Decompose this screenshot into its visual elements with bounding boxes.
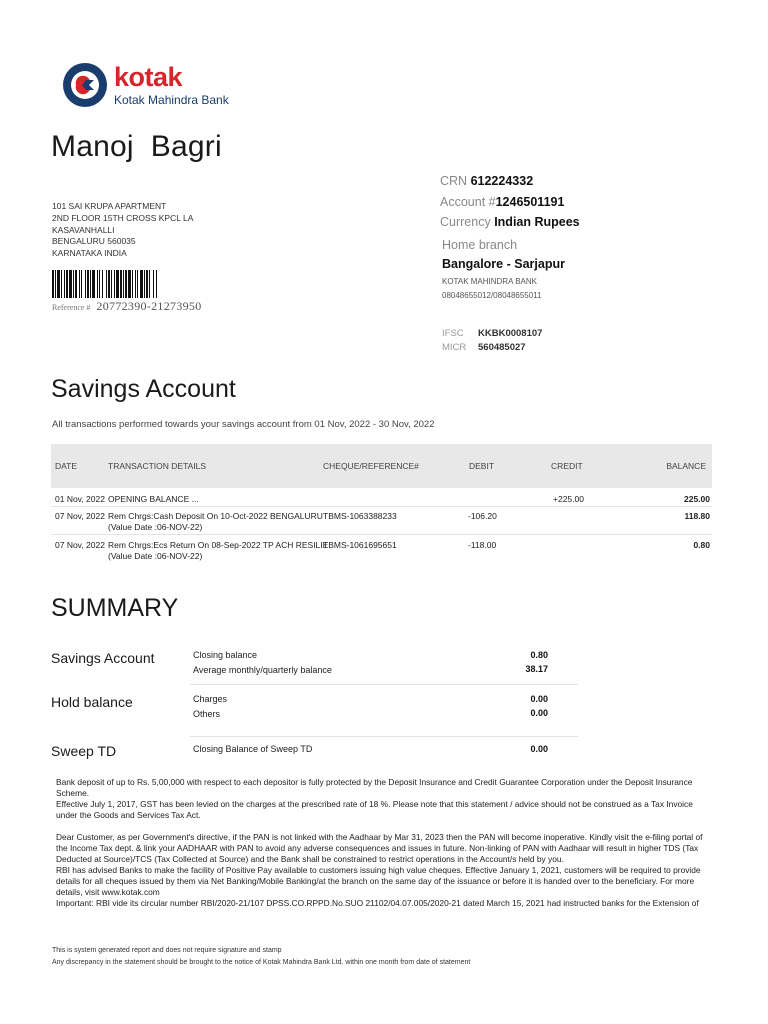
txn-debit: -118.00 bbox=[468, 540, 497, 550]
address-line: BENGALURU 560035 bbox=[52, 236, 136, 247]
disclaimer bbox=[56, 777, 716, 909]
summary-sub-label: Charges bbox=[193, 694, 228, 704]
disclaimer-paragraph: Dear Customer, as per Government's directive, if the PAN is not linked with the Aadhaar by Mar 31, 2023 then the PAN will become inoperative. Kindly visit the e-filing portal of the Income Tax dept. & link your AADHAAR with PAN to avoid any adverse consequences and issues in future. Non-linking of PAN with Aadhaar will result in higher TDS (Tax Deducted at Source)/TCS (Tax Collected at Source) and the Bank shall be constrained to restrict operations in the Account/s held by you. bbox=[56, 832, 703, 864]
column-header: CREDIT bbox=[551, 461, 583, 471]
reference-label: Reference # bbox=[52, 303, 91, 312]
column-header: BALANCE bbox=[666, 461, 706, 471]
summary-sub-label: Others bbox=[193, 709, 221, 719]
summary-label: Hold balance bbox=[51, 694, 133, 710]
txn-date: 07 Nov, 2022 bbox=[55, 511, 105, 521]
txn-balance: 118.80 bbox=[684, 511, 710, 521]
currency-value: Indian Rupees bbox=[494, 215, 580, 229]
home-branch bbox=[442, 238, 565, 300]
summary-title: SUMMARY bbox=[51, 594, 179, 622]
address-line: KASAVANHALLI bbox=[52, 224, 115, 235]
micr-value: 560485027 bbox=[478, 342, 526, 353]
column-header: DATE bbox=[55, 461, 78, 471]
disclaimer-paragraph: Important: RBI vide its circular number RBI/2020-21/107 DPSS.CO.RPPD.No.SUO 21102/04.07.005/2020-21 dated March 15, 2021 had instructed banks for the Extension of bbox=[56, 898, 699, 908]
txn-detail: Rem Chrgs:Ecs Return On 08-Sep-2022 TP ACH RESILIE bbox=[108, 540, 329, 550]
summary-sub-label: Closing Balance of Sweep TD bbox=[193, 744, 313, 754]
column-header: DEBIT bbox=[469, 461, 495, 471]
table-row bbox=[51, 490, 712, 507]
statement-title: Savings Account bbox=[51, 375, 236, 403]
summary-value: 0.00 bbox=[530, 708, 548, 718]
account-label: Account # bbox=[440, 194, 496, 209]
crn-label: CRN bbox=[440, 174, 468, 188]
disclaimer-paragraph: Bank deposit of up to Rs. 5,00,000 with respect to each depositor is fully protected by the Deposit Insurance and Credit Guarantee Corporation under the Deposit Insurance Scheme. bbox=[56, 777, 693, 798]
summary-sub-label: Average monthly/quarterly balance bbox=[193, 665, 332, 675]
txn-debit: -106.20 bbox=[468, 511, 497, 521]
footer-line: This is system generated report and does not require signature and stamp bbox=[52, 947, 282, 954]
bank-codes bbox=[442, 327, 542, 355]
currency-label: Currency bbox=[440, 215, 491, 229]
branch-bank: KOTAK MAHINDRA BANK bbox=[442, 277, 537, 286]
bank-logo bbox=[62, 62, 262, 110]
summary-value: 38.17 bbox=[525, 664, 548, 674]
crn-value: 612224332 bbox=[470, 174, 534, 188]
table-row bbox=[51, 535, 712, 563]
txn-balance: 225.00 bbox=[684, 494, 710, 504]
summary-value: 0.00 bbox=[530, 694, 548, 704]
footer bbox=[52, 945, 470, 969]
summary-hold bbox=[51, 692, 578, 732]
txn-detail: OPENING BALANCE ... bbox=[108, 494, 199, 504]
txn-value-date: (Value Date :06-NOV-22) bbox=[108, 551, 203, 561]
customer-name: Manoj Bagri bbox=[51, 130, 222, 163]
transactions-table bbox=[51, 444, 712, 563]
summary-label: Sweep TD bbox=[51, 743, 117, 759]
txn-balance: 0.80 bbox=[693, 540, 710, 550]
address-line: KARNATAKA INDIA bbox=[52, 248, 127, 259]
table-header bbox=[51, 444, 712, 488]
statement-subtitle: All transactions performed towards your savings account from 01 Nov, 2022 - 30 Nov, 2022 bbox=[52, 419, 435, 430]
account-info bbox=[440, 171, 580, 233]
summary-label: Savings Account bbox=[51, 650, 155, 666]
account-number: 1246501191 bbox=[495, 194, 565, 209]
bank-brand-name: kotak bbox=[114, 62, 183, 92]
column-header: CHEQUE/REFERENCE# bbox=[323, 461, 419, 471]
micr-label: MICR bbox=[442, 342, 467, 353]
summary-sweep bbox=[51, 741, 578, 765]
reference-number: 20772390-21273950 bbox=[96, 299, 202, 313]
branch-phone: 08048655012/08048655011 bbox=[442, 291, 542, 300]
footer-line: Any discrepancy in the statement should be brought to the notice of Kotak Mahindra Bank Ltd. within one month from date of statement bbox=[52, 959, 471, 966]
ifsc-value: KKBK0008107 bbox=[478, 328, 543, 339]
column-header: TRANSACTION DETAILS bbox=[108, 461, 207, 471]
txn-reference: TBMS-1063388233 bbox=[323, 511, 397, 521]
txn-reference: TBMS-1061695651 bbox=[323, 540, 397, 550]
divider bbox=[190, 684, 578, 685]
txn-credit: +225.00 bbox=[553, 494, 584, 504]
ifsc-label: IFSC bbox=[442, 328, 464, 339]
branch-name: Bangalore - Sarjapur bbox=[442, 257, 565, 271]
divider bbox=[190, 736, 578, 737]
kotak-logo-icon bbox=[62, 62, 108, 108]
home-branch-label: Home branch bbox=[442, 238, 518, 252]
summary-savings bbox=[51, 648, 578, 684]
address-line: 101 SAI KRUPA APARTMENT bbox=[52, 201, 167, 211]
summary-sub-label: Closing balance bbox=[193, 650, 258, 660]
txn-date: 07 Nov, 2022 bbox=[55, 540, 105, 550]
bank-full-name: Kotak Mahindra Bank bbox=[114, 93, 229, 107]
barcode-icon bbox=[52, 270, 202, 298]
address-line: 2ND FLOOR 15TH CROSS KPCL LA bbox=[52, 212, 194, 223]
reference bbox=[52, 299, 202, 314]
disclaimer-paragraph: RBI has advised Banks to make the facility of Positive Pay available to customers issuing high value cheques. Effective January 1, 2021, customers will be required to provide details for all cheques issued by them via Net Banking/Mobile Banking/at the branch on the same day of the issuance or before it is handed over to the beneficiary. For more details, visit www.kotak.com bbox=[56, 865, 701, 897]
txn-date: 01 Nov, 2022 bbox=[55, 494, 105, 504]
customer-address bbox=[52, 201, 193, 260]
summary-value: 0.00 bbox=[530, 744, 548, 754]
txn-detail: Rem Chrgs:Cash Deposit On 10-Oct-2022 BENGALURU bbox=[108, 511, 323, 521]
summary-value: 0.80 bbox=[530, 650, 548, 660]
disclaimer-paragraph: Effective July 1, 2017, GST has been levied on the charges at the prescribed rate of 18 %. Please note that this statement / advice should not be construed as a Tax Invoice under the Goods and Services Tax Act. bbox=[56, 799, 693, 820]
table-row bbox=[51, 507, 712, 535]
txn-value-date: (Value Date :06-NOV-22) bbox=[108, 522, 203, 532]
